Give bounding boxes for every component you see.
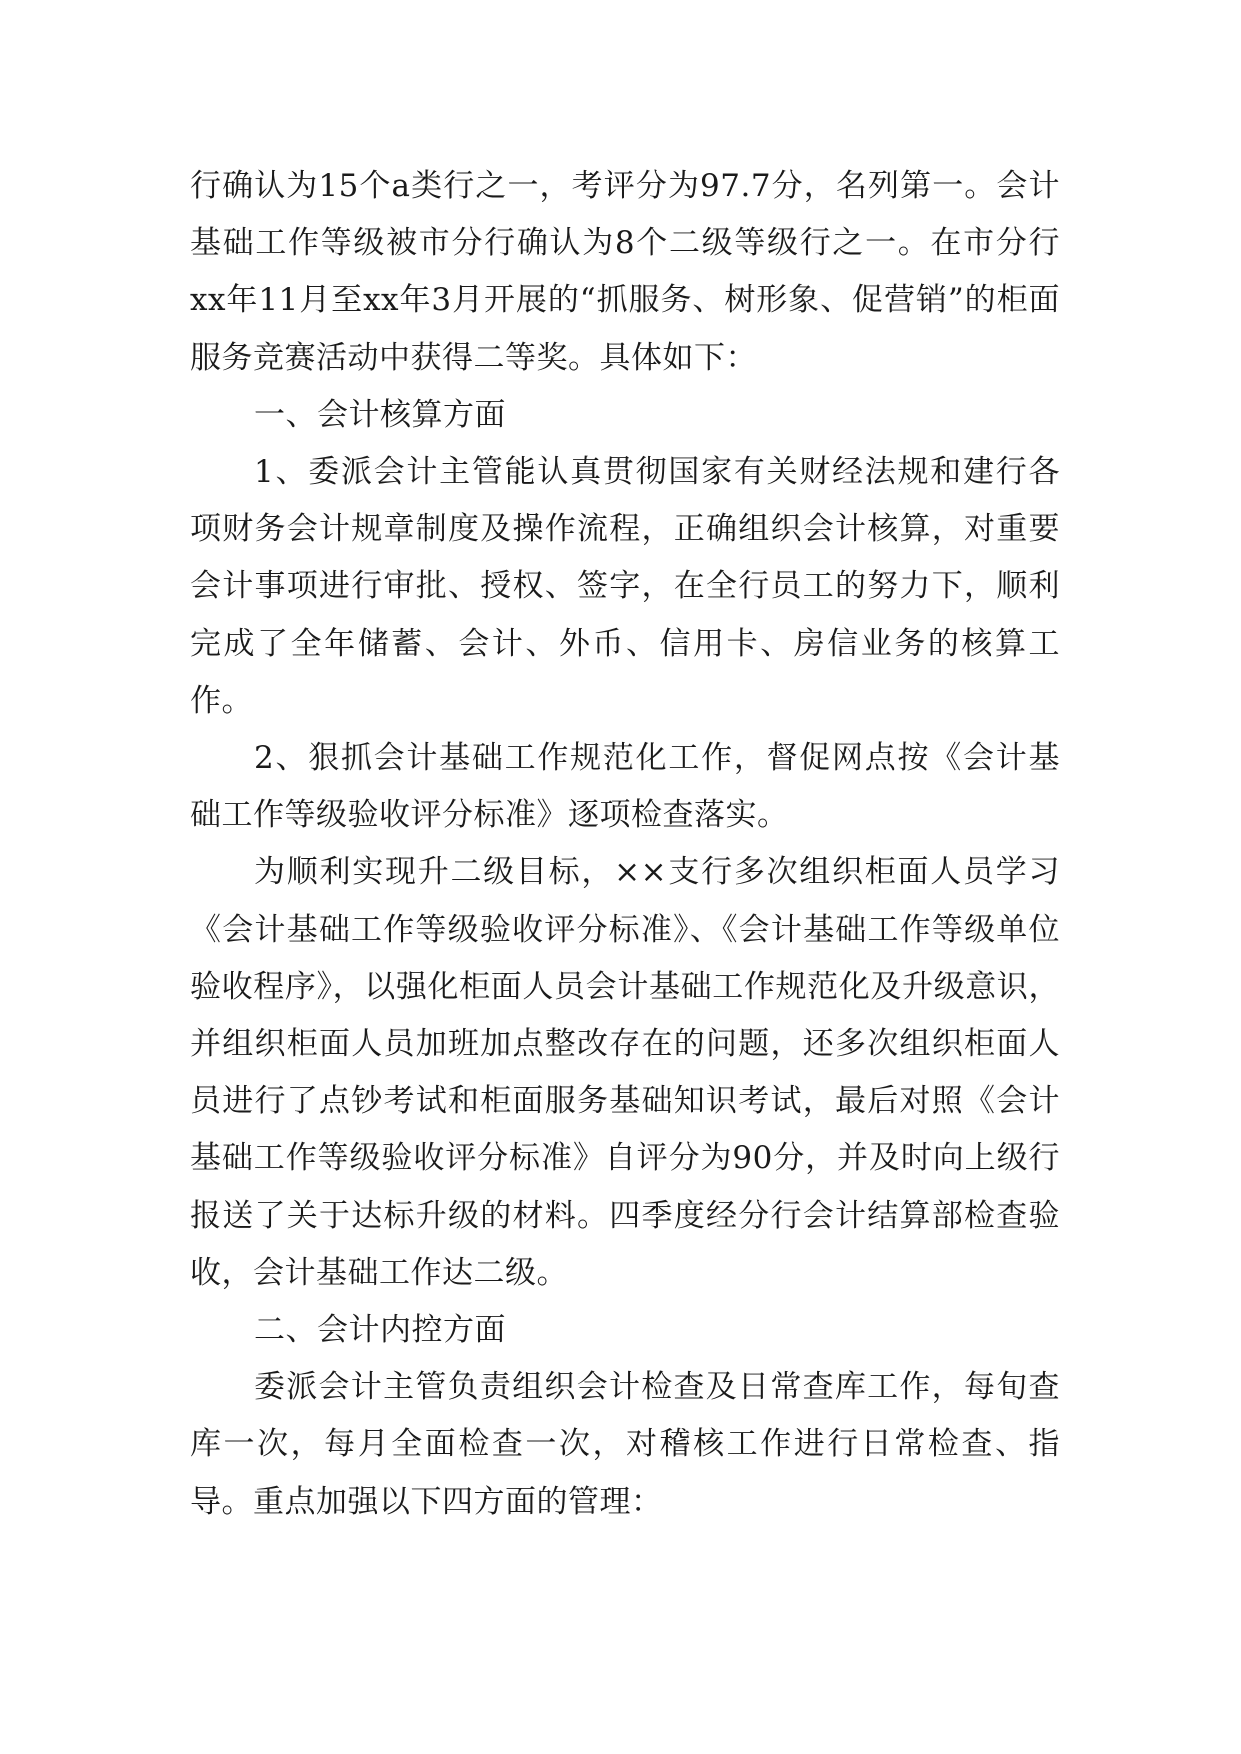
paragraph-upgrade-goal: 为顺利实现升二级目标，××支行多次组织柜面人员学习《会计基础工作等级验收评分标准》、《会计基础工作等级单位验收程序》，以强化柜面人员会计基础工作规范化及升级意识，并组织柜面人员加班加点整改存在的问题，还多次组织柜面人员进行了点钞考试和柜面服务基础知识考试，最后对照《会计基础工作等级验收评分标准》自评分为90分，并及时向上级行报送了关于达标升级的材料。四季度经分行会计结算部检查验收，会计基础工作达二级。 (190, 854, 1060, 1291)
paragraph-item-2: 2、狠抓会计基础工作规范化工作，督促网点按《会计基础工作等级验收评分标准》逐项检查落实。 (190, 740, 1060, 834)
section-heading-internal-control: 二、会计内控方面 (254, 1312, 506, 1349)
document-body (190, 158, 1060, 1531)
paragraph-item-1: 1、委派会计主管能认真贯彻国家有关财经法规和建行各项财务会计规章制度及操作流程，正确组织会计核算，对重要会计事项进行审批、授权、签字，在全行员工的努力下，顺利完成了全年储蓄、会计、外币、信用卡、房信业务的核算工作。 (190, 454, 1060, 719)
paragraph-continuation: 行确认为15个a类行之一，考评分为97.7分，名列第一。会计基础工作等级被市分行确认为8个二级等级行之一。在市分行xx年11月至xx年3月开展的“抓服务、树形象、促营销”的柜面服务竞赛活动中获得二等奖。具体如下： (190, 168, 1060, 376)
section-heading-accounting: 一、会计核算方面 (254, 396, 506, 433)
paragraph-internal-control: 委派会计主管负责组织会计检查及日常查库工作，每旬查库一次，每月全面检查一次，对稽核工作进行日常检查、指导。重点加强以下四方面的管理： (190, 1369, 1060, 1520)
